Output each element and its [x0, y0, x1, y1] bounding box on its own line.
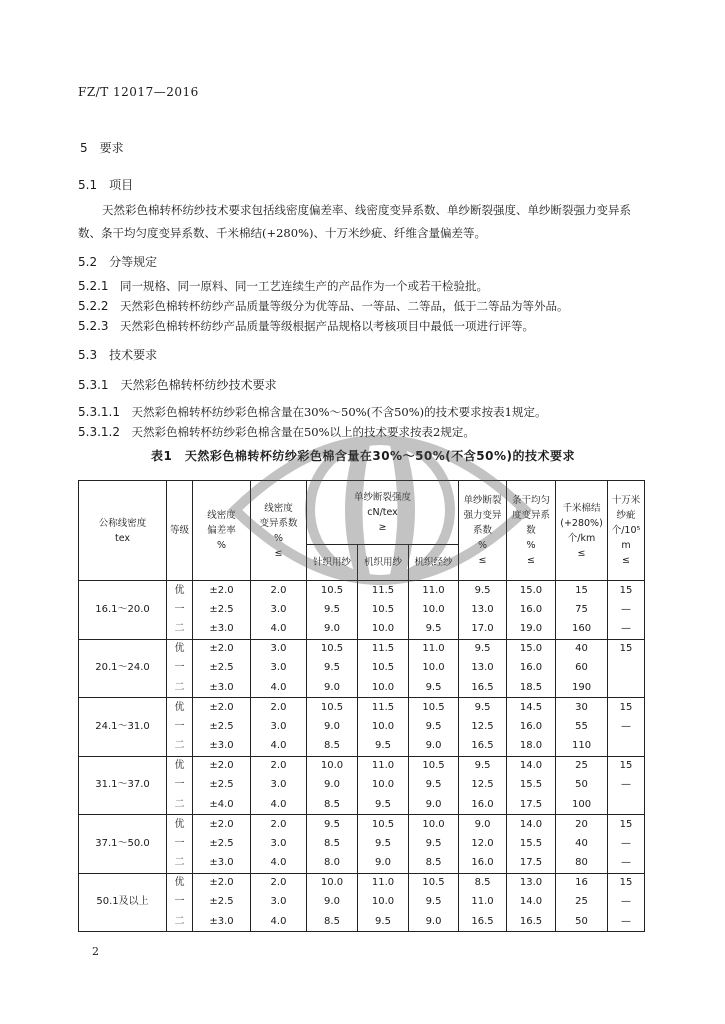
table-row	[79, 756, 645, 776]
value-cell: 10.5	[358, 600, 409, 620]
value-cell: 11.0	[459, 893, 507, 913]
header-line: 度变异系	[512, 510, 551, 521]
value-cell: 15	[608, 815, 645, 835]
value-cell: 9.0	[459, 815, 507, 835]
header-linear-density	[79, 481, 167, 581]
value-cell: ±3.0	[193, 737, 251, 757]
value-cell: 10.5	[358, 659, 409, 679]
value-cell: 8.5	[307, 834, 358, 854]
value-cell: —	[608, 620, 645, 640]
value-cell: 16.5	[459, 737, 507, 757]
value-cell: 10.5	[409, 698, 459, 718]
value-cell: 9.5	[358, 834, 409, 854]
grade-cell: 优	[167, 639, 193, 659]
clause-text: 天然彩色棉转杯纺纱彩色棉含量在30%～50%(不含50%)的技术要求按表1规定。	[131, 405, 547, 419]
value-cell: 2.0	[251, 698, 307, 718]
value-cell: 30	[556, 698, 608, 718]
value-cell: 10.5	[358, 815, 409, 835]
section-number: 5.3	[78, 348, 98, 362]
linear-density-range-cell: 50.1及以上	[79, 873, 167, 932]
value-cell: 11.5	[358, 639, 409, 659]
value-cell: 9.0	[307, 620, 358, 640]
value-cell: 160	[556, 620, 608, 640]
value-cell	[608, 737, 645, 757]
value-cell: 10.5	[307, 698, 358, 718]
value-cell: 10.0	[358, 893, 409, 913]
value-cell: 9.0	[358, 854, 409, 874]
header-line: 千米棉结	[562, 502, 601, 514]
value-cell: 50	[556, 776, 608, 796]
value-cell: 14.0	[507, 893, 556, 913]
value-cell: 9.5	[409, 678, 459, 698]
section-title: 要求	[99, 141, 124, 155]
header-knitting-yarn: 针织用纱	[307, 545, 358, 581]
section-5-3-heading	[78, 346, 157, 363]
value-cell: ±3.0	[193, 854, 251, 874]
value-cell: 100	[556, 795, 608, 815]
value-cell: 9.5	[459, 581, 507, 601]
value-cell: ±2.5	[193, 776, 251, 796]
value-cell: 9.0	[409, 795, 459, 815]
header-line: 公称线密度	[98, 517, 147, 529]
value-cell: 8.5	[307, 737, 358, 757]
header-grade: 等级	[167, 481, 193, 581]
value-cell: 14.0	[507, 815, 556, 835]
value-cell: 10.5	[409, 873, 459, 893]
header-breaking-strength	[307, 481, 459, 545]
section-title: 天然彩色棉转杯纺纱技术要求	[120, 378, 277, 392]
value-cell: 15.5	[507, 834, 556, 854]
header-line: ≤	[478, 555, 487, 566]
header-density-cv	[251, 481, 307, 581]
value-cell: 4.0	[251, 620, 307, 640]
value-cell: ±2.0	[193, 873, 251, 893]
value-cell	[608, 659, 645, 679]
clause-text: 天然彩色棉转杯纺纱产品质量等级根据产品规格以考核项目中最低一项进行评等。	[120, 319, 535, 333]
value-cell: 40	[556, 639, 608, 659]
value-cell: 11.0	[358, 873, 409, 893]
grade-cell: 一	[167, 600, 193, 620]
value-cell: 4.0	[251, 795, 307, 815]
value-cell: 17.5	[507, 854, 556, 874]
value-cell: —	[608, 834, 645, 854]
value-cell: ±3.0	[193, 620, 251, 640]
value-cell: 8.5	[459, 873, 507, 893]
value-cell: 16.5	[459, 912, 507, 932]
value-cell: 9.5	[358, 795, 409, 815]
value-cell: ±3.0	[193, 912, 251, 932]
value-cell: 18.5	[507, 678, 556, 698]
value-cell: 10.0	[409, 815, 459, 835]
value-cell: 16	[556, 873, 608, 893]
value-cell: 10.0	[358, 678, 409, 698]
grade-cell: 一	[167, 893, 193, 913]
value-cell: 15	[608, 698, 645, 718]
header-strength-cv	[459, 481, 507, 581]
header-line: 线密度	[264, 502, 293, 514]
value-cell: 16.5	[507, 912, 556, 932]
table-row	[79, 698, 645, 718]
value-cell: ±2.5	[193, 659, 251, 679]
value-cell: 110	[556, 737, 608, 757]
clause-number: 5.2.3	[78, 319, 109, 333]
header-line: %	[273, 532, 284, 544]
header-line: ≥	[378, 522, 387, 533]
value-cell: 15	[608, 873, 645, 893]
value-cell: ±2.0	[193, 815, 251, 835]
value-cell: 10.0	[307, 756, 358, 776]
value-cell: —	[608, 600, 645, 620]
value-cell: 9.0	[307, 776, 358, 796]
header-line: 线密度	[207, 510, 236, 521]
header-line: %	[216, 540, 227, 551]
value-cell: 4.0	[251, 912, 307, 932]
header-line: ≤	[622, 555, 631, 566]
section-title: 分等规定	[109, 255, 158, 269]
value-cell: ±2.5	[193, 600, 251, 620]
value-cell: 75	[556, 600, 608, 620]
value-cell: 12.5	[459, 717, 507, 737]
value-cell: 9.0	[307, 717, 358, 737]
value-cell: 12.5	[459, 776, 507, 796]
header-line: 变异系数	[259, 517, 298, 529]
value-cell: 10.0	[409, 600, 459, 620]
table-row	[79, 815, 645, 835]
value-cell: 190	[556, 678, 608, 698]
value-cell: 11.5	[358, 581, 409, 601]
value-cell: 8.0	[307, 854, 358, 874]
grade-cell: 二	[167, 912, 193, 932]
linear-density-range-cell: 31.1～37.0	[79, 756, 167, 815]
section-5-heading	[80, 139, 124, 156]
grade-cell: 优	[167, 873, 193, 893]
value-cell: —	[608, 854, 645, 874]
header-density-deviation	[193, 481, 251, 581]
value-cell: 16.0	[459, 795, 507, 815]
value-cell: 9.5	[307, 600, 358, 620]
value-cell: 2.0	[251, 873, 307, 893]
section-5-1-paragraph: 天然彩色棉转杯纺纱技术要求包括线密度偏差率、线密度变异系数、单纱断裂强度、单纱断裂强力变异系数、条干均匀度变异系数、千米棉结(+280%)、十万米纱疵、纤维含量偏差等。	[78, 203, 631, 240]
value-cell: 9.5	[409, 717, 459, 737]
value-cell: 10.0	[358, 620, 409, 640]
header-line: 偏差率	[207, 525, 236, 536]
value-cell: 10.5	[409, 756, 459, 776]
value-cell: 10.5	[307, 581, 358, 601]
value-cell: 9.5	[358, 912, 409, 932]
value-cell: ±2.5	[193, 717, 251, 737]
value-cell: 3.0	[251, 776, 307, 796]
value-cell: 9.0	[409, 912, 459, 932]
value-cell: 12.0	[459, 834, 507, 854]
clause-number: 5.3.1.2	[78, 425, 120, 439]
value-cell: 10.0	[409, 659, 459, 679]
table-caption: 表1 天然彩色棉转杯纺纱彩色棉含量在30%～50%(不含50%)的技术要求	[151, 449, 575, 463]
value-cell: 20	[556, 815, 608, 835]
grade-cell: 一	[167, 834, 193, 854]
section-title: 技术要求	[109, 348, 158, 362]
value-cell: —	[608, 912, 645, 932]
value-cell: 15.0	[507, 639, 556, 659]
value-cell: —	[608, 776, 645, 796]
value-cell: 19.0	[507, 620, 556, 640]
header-line: %	[478, 540, 488, 551]
value-cell: ±2.5	[193, 893, 251, 913]
value-cell: 9.5	[459, 698, 507, 718]
value-cell: 9.0	[307, 678, 358, 698]
value-cell: 4.0	[251, 737, 307, 757]
grade-cell: 优	[167, 698, 193, 718]
value-cell: 11.0	[409, 639, 459, 659]
grade-cell: 一	[167, 776, 193, 796]
value-cell: ±2.5	[193, 834, 251, 854]
clause-number: 5.3.1.1	[78, 405, 120, 419]
value-cell: 11.0	[409, 581, 459, 601]
value-cell: 17.5	[507, 795, 556, 815]
header-yarn-faults	[608, 481, 645, 581]
value-cell: 3.0	[251, 834, 307, 854]
value-cell: 16.0	[507, 600, 556, 620]
section-title: 项目	[109, 178, 134, 192]
section-number: 5.1	[78, 178, 98, 192]
header-line: ≤	[527, 555, 536, 566]
value-cell: 10.0	[358, 717, 409, 737]
clause-5-3-1-2	[78, 424, 475, 440]
header-line: ≤	[274, 547, 283, 559]
value-cell: 4.0	[251, 854, 307, 874]
value-cell: 15	[608, 756, 645, 776]
value-cell: 8.5	[307, 795, 358, 815]
technical-requirements-table	[78, 480, 645, 932]
value-cell: 2.0	[251, 756, 307, 776]
clause-5-2-3	[78, 318, 534, 334]
value-cell: ±2.0	[193, 581, 251, 601]
grade-cell: 一	[167, 717, 193, 737]
table-row	[79, 639, 645, 659]
value-cell: ±2.0	[193, 698, 251, 718]
value-cell: —	[608, 893, 645, 913]
value-cell: 9.0	[409, 737, 459, 757]
header-line: tex	[114, 532, 131, 544]
section-number: 5.3.1	[78, 378, 109, 392]
value-cell: 13.0	[507, 873, 556, 893]
value-cell: 25	[556, 893, 608, 913]
clause-number: 5.2.2	[78, 299, 109, 313]
value-cell: 17.0	[459, 620, 507, 640]
header-line: 个/10⁵ m	[611, 525, 641, 551]
value-cell: 15.0	[507, 581, 556, 601]
value-cell: 40	[556, 834, 608, 854]
value-cell	[608, 795, 645, 815]
grade-cell: 优	[167, 756, 193, 776]
value-cell: 14.0	[507, 756, 556, 776]
value-cell: 3.0	[251, 893, 307, 913]
value-cell: 15	[608, 581, 645, 601]
section-5-1-heading	[78, 176, 133, 193]
grade-cell: 优	[167, 581, 193, 601]
value-cell: 10.5	[307, 639, 358, 659]
value-cell: ±3.0	[193, 678, 251, 698]
value-cell: 11.5	[358, 698, 409, 718]
value-cell	[608, 678, 645, 698]
header-weft-yarn: 机织用纱	[358, 545, 409, 581]
value-cell: 9.5	[358, 737, 409, 757]
value-cell: 9.5	[459, 756, 507, 776]
clause-text: 天然彩色棉转杯纺纱彩色棉含量在50%以上的技术要求按表2规定。	[131, 425, 475, 439]
header-line: 纱疵	[616, 510, 636, 521]
value-cell: 3.0	[251, 639, 307, 659]
grade-cell: 二	[167, 678, 193, 698]
linear-density-range-cell: 37.1～50.0	[79, 815, 167, 874]
header-line: 十万米	[611, 495, 641, 506]
value-cell: 11.0	[358, 756, 409, 776]
clause-5-2-2	[78, 298, 569, 314]
table-row	[79, 581, 645, 601]
grade-cell: 二	[167, 737, 193, 757]
section-5-2-heading	[78, 253, 157, 270]
value-cell: 50	[556, 912, 608, 932]
section-number: 5	[80, 141, 88, 155]
header-line: ≤	[577, 547, 586, 559]
header-warp-yarn: 机织经纱	[409, 545, 459, 581]
value-cell: 16.0	[507, 659, 556, 679]
header-line: cN/tex	[367, 507, 398, 518]
value-cell: 15	[556, 581, 608, 601]
value-cell: 15.5	[507, 776, 556, 796]
clause-text: 天然彩色棉转杯纺纱产品质量等级分为优等品、一等品、二等品，低于二等品为等外品。	[120, 299, 569, 313]
table-row	[79, 873, 645, 893]
grade-cell: 一	[167, 659, 193, 679]
value-cell: 60	[556, 659, 608, 679]
linear-density-range-cell: 16.1～20.0	[79, 581, 167, 640]
value-cell: 10.0	[358, 776, 409, 796]
header-line: 数	[526, 525, 536, 536]
value-cell: —	[608, 717, 645, 737]
value-cell: 10.0	[307, 873, 358, 893]
value-cell: 14.5	[507, 698, 556, 718]
clause-text: 同一规格、同一原料、同一工艺连续生产的产品作为一个或若干检验批。	[120, 279, 489, 293]
value-cell: 55	[556, 717, 608, 737]
value-cell: 16.0	[459, 854, 507, 874]
page-number: 2	[92, 945, 99, 958]
value-cell: 9.5	[409, 776, 459, 796]
linear-density-range-cell: 20.1～24.0	[79, 639, 167, 698]
value-cell: 3.0	[251, 600, 307, 620]
header-line: 个/km	[567, 532, 596, 544]
value-cell: 16.5	[459, 678, 507, 698]
grade-cell: 二	[167, 620, 193, 640]
value-cell: 18.0	[507, 737, 556, 757]
grade-cell: 优	[167, 815, 193, 835]
value-cell: 2.0	[251, 581, 307, 601]
value-cell: 9.5	[409, 620, 459, 640]
header-line: 强力变异	[463, 510, 502, 521]
section-number: 5.2	[78, 255, 98, 269]
table-body	[79, 581, 645, 932]
clause-5-2-1	[78, 278, 488, 294]
grade-cell: 二	[167, 854, 193, 874]
value-cell: 2.0	[251, 815, 307, 835]
value-cell: 13.0	[459, 600, 507, 620]
value-cell: 9.5	[459, 639, 507, 659]
value-cell: 4.0	[251, 678, 307, 698]
value-cell: ±2.0	[193, 756, 251, 776]
table-header-row	[79, 481, 645, 545]
header-evenness-cv	[507, 481, 556, 581]
value-cell: 9.0	[307, 893, 358, 913]
value-cell: ±2.0	[193, 639, 251, 659]
section-5-3-1-heading	[78, 376, 277, 393]
value-cell: 13.0	[459, 659, 507, 679]
grade-cell: 二	[167, 795, 193, 815]
value-cell: 9.5	[409, 834, 459, 854]
header-line: 系数	[473, 525, 493, 536]
value-cell: 9.5	[307, 659, 358, 679]
value-cell: 9.5	[409, 893, 459, 913]
linear-density-range-cell: 24.1～31.0	[79, 698, 167, 757]
value-cell: 15	[608, 639, 645, 659]
value-cell: ±4.0	[193, 795, 251, 815]
value-cell: 80	[556, 854, 608, 874]
value-cell: 9.5	[307, 815, 358, 835]
value-cell: 25	[556, 756, 608, 776]
value-cell: 3.0	[251, 659, 307, 679]
value-cell: 8.5	[307, 912, 358, 932]
header-neps	[556, 481, 608, 581]
header-line: %	[526, 540, 536, 551]
clause-5-3-1-1	[78, 404, 546, 420]
header-line: (+280%)	[560, 517, 603, 529]
standard-code: FZ/T 12017—2016	[78, 85, 199, 99]
value-cell: 8.5	[409, 854, 459, 874]
header-line: 单纱断裂	[463, 495, 502, 506]
header-line: 条干均匀	[512, 495, 551, 506]
value-cell: 3.0	[251, 717, 307, 737]
value-cell: 16.0	[507, 717, 556, 737]
clause-number: 5.2.1	[78, 279, 109, 293]
header-line: 单纱断裂强度	[354, 492, 412, 503]
